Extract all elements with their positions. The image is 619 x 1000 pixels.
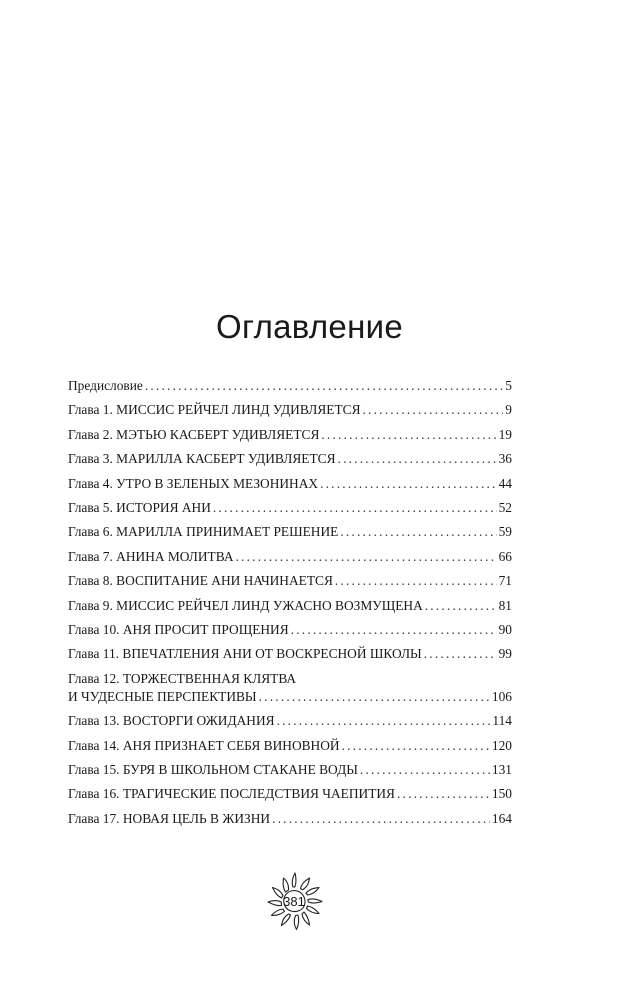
toc-entry-page: 81 <box>498 597 512 613</box>
toc-entry-chapter-12[interactable] <box>68 667 512 710</box>
dot-leader <box>335 572 497 590</box>
page-number-badge <box>258 868 330 940</box>
toc-entry-page: 19 <box>498 426 512 442</box>
toc-entry-title: Глава 7. АНИНА МОЛИТВА <box>68 548 234 564</box>
toc-entry-chapter-11[interactable] <box>68 642 512 666</box>
toc-entry-page: 114 <box>492 713 512 729</box>
page-number: 381 <box>283 894 305 909</box>
dot-leader <box>272 810 490 828</box>
dot-leader <box>397 785 490 803</box>
toc-entry-title: Глава 6. МАРИЛЛА ПРИНИМАЕТ РЕШЕНИЕ <box>68 524 339 540</box>
dot-leader <box>360 761 490 779</box>
dot-leader <box>236 548 497 566</box>
toc-entry-chapter-2[interactable] <box>68 423 512 447</box>
toc-entry-page: 71 <box>498 573 512 589</box>
toc-entry-chapter-4[interactable] <box>68 472 512 496</box>
toc-entry-page: 59 <box>498 524 512 540</box>
toc-entry-chapter-9[interactable] <box>68 594 512 618</box>
toc-entry-chapter-3[interactable] <box>68 447 512 471</box>
toc-entry-title: Предисловие <box>68 378 143 393</box>
toc-entry-page: 120 <box>491 737 512 753</box>
toc-entry-title: Глава 2. МЭТЬЮ КАСБЕРТ УДИВЛЯЕТСЯ <box>68 426 320 442</box>
toc-entry-page: 9 <box>505 402 512 418</box>
toc-entry-chapter-15[interactable] <box>68 758 512 782</box>
dot-leader <box>342 737 490 755</box>
dot-leader <box>291 621 497 639</box>
dot-leader <box>340 523 496 541</box>
toc-entry-chapter-13[interactable] <box>68 709 512 733</box>
toc-entry-title: Глава 4. УТРО В ЗЕЛЕНЫХ МЕЗОНИНАХ <box>68 475 319 491</box>
toc-entry-page: 36 <box>498 451 512 467</box>
toc-entry-title: Глава 11. ВПЕЧАТЛЕНИЯ АНИ ОТ ВОСКРЕСНОЙ ШКОЛЫ <box>68 646 422 662</box>
toc-entry-title: Глава 17. НОВАЯ ЦЕЛЬ В ЖИЗНИ <box>68 810 271 826</box>
toc-entry-chapter-7[interactable] <box>68 545 512 569</box>
toc-entry-page: 99 <box>498 646 512 662</box>
toc-entry-title: Глава 3. МАРИЛЛА КАСБЕРТ УДИВЛЯЕТСЯ <box>68 451 336 467</box>
toc-entry-page: 66 <box>498 548 512 564</box>
toc-entry-page: 90 <box>498 621 512 637</box>
toc-entry-page: 150 <box>491 786 512 802</box>
page-title: Оглавление <box>216 308 403 345</box>
toc-entry-chapter-6[interactable] <box>68 520 512 544</box>
toc-entry-title: Глава 16. ТРАГИЧЕСКИЕ ПОСЛЕДСТВИЯ ЧАЕПИТИЯ <box>68 786 395 802</box>
toc-entry-page: 44 <box>498 475 512 491</box>
toc-entry-chapter-14[interactable] <box>68 734 512 758</box>
toc-entry-chapter-16[interactable] <box>68 782 512 806</box>
toc-entry-title: Глава 8. ВОСПИТАНИЕ АНИ НАЧИНАЕТСЯ <box>68 573 333 589</box>
dot-leader <box>213 499 497 517</box>
dot-leader <box>145 377 503 395</box>
toc-entry-page: 5 <box>505 378 512 393</box>
toc-entry-page: 52 <box>498 499 512 515</box>
dot-leader <box>277 712 491 730</box>
toc-entry-preface[interactable] <box>68 374 512 398</box>
toc-entry-page: 106 <box>491 688 512 704</box>
table-of-contents <box>68 374 512 831</box>
dot-leader <box>320 475 497 493</box>
toc-entry-chapter-17[interactable] <box>68 807 512 831</box>
toc-entry-page: 164 <box>491 810 512 826</box>
toc-entry-title-line1: Глава 12. ТОРЖЕСТВЕННАЯ КЛЯТВА <box>68 670 297 686</box>
dot-leader <box>338 450 497 468</box>
dot-leader <box>425 597 497 615</box>
toc-entry-chapter-10[interactable] <box>68 618 512 642</box>
toc-entry-chapter-5[interactable] <box>68 496 512 520</box>
dot-leader <box>424 645 497 663</box>
toc-entry-title: Глава 5. ИСТОРИЯ АНИ <box>68 499 211 515</box>
toc-entry-title: Глава 14. АНЯ ПРИЗНАЕТ СЕБЯ ВИНОВНОЙ <box>68 737 340 753</box>
toc-entry-title: Глава 15. БУРЯ В ШКОЛЬНОМ СТАКАНЕ ВОДЫ <box>68 762 358 778</box>
toc-entry-title: Глава 10. АНЯ ПРОСИТ ПРОЩЕНИЯ <box>68 621 289 637</box>
toc-entry-title-line2: И ЧУДЕСНЫЕ ПЕРСПЕКТИВЫ <box>68 688 257 704</box>
dot-leader <box>259 688 490 706</box>
toc-entry-title: Глава 1. МИССИС РЕЙЧЕЛ ЛИНД УДИВЛЯЕТСЯ <box>68 402 361 418</box>
toc-entry-chapter-8[interactable] <box>68 569 512 593</box>
toc-entry-page: 131 <box>491 762 512 778</box>
toc-entry-chapter-1[interactable] <box>68 398 512 422</box>
toc-entry-title: Глава 9. МИССИС РЕЙЧЕЛ ЛИНД УЖАСНО ВОЗМУЩЕНА <box>68 597 423 613</box>
dot-leader <box>363 401 504 419</box>
dot-leader <box>321 426 496 444</box>
toc-entry-title: Глава 13. ВОСТОРГИ ОЖИДАНИЯ <box>68 713 275 729</box>
